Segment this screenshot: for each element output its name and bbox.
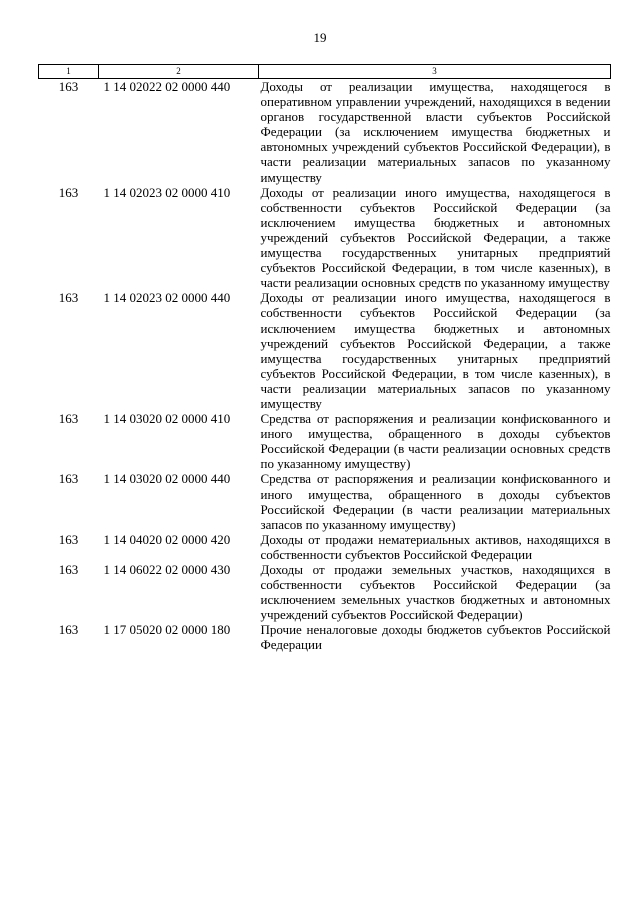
table-row xyxy=(39,471,611,531)
admin-code-cell: 163 xyxy=(58,290,79,306)
table-row xyxy=(39,562,611,622)
admin-code-cell: 163 xyxy=(58,411,79,427)
revenue-code-cell: 1 14 02023 02 0000 410 xyxy=(103,184,231,200)
table-header-row xyxy=(39,65,611,79)
revenue-code-cell: 1 14 02022 02 0000 440 xyxy=(103,79,231,94)
table-row xyxy=(39,79,611,185)
admin-code-cell: 163 xyxy=(58,184,79,200)
revenue-name-cell: Доходы от реализации иного имущества, находящегося в собственности субъектов Российской Федерации (за исключением имущества бюджетных и автономных учреждений субъектов Российской Федерации, а также имущества государственных унитарных предприятий субъектов Российской Федерации, в том числе казенных), в части реализации материальных запасов по указанному имуществу xyxy=(260,290,611,411)
revenue-name-cell: Доходы от продажи земельных участков, находящихся в собственности субъектов Российской Федерации (за исключением земельных участков бюджетных и автономных учреждений субъектов Российской Федерации) xyxy=(260,562,611,623)
page-number: 19 xyxy=(313,30,327,45)
admin-code-cell: 163 xyxy=(58,562,79,577)
revenue-code-cell: 1 14 03020 02 0000 410 xyxy=(103,411,231,427)
admin-code-cell: 163 xyxy=(58,531,79,547)
revenue-name-cell: Доходы от продажи нематериальных активов, находящихся в собственности субъектов Российской Федерации xyxy=(260,531,611,562)
revenue-name-cell: Прочие неналоговые доходы бюджетов субъектов Российской Федерации xyxy=(260,622,611,653)
admin-code-cell: 163 xyxy=(58,471,79,487)
revenue-name-cell: Средства от распоряжения и реализации конфискованного и иного имущества, обращенного в доходы субъектов Российской Федерации (в части реализации материальных запасов по указанному имуществу) xyxy=(260,471,611,532)
table-row xyxy=(39,411,611,471)
revenue-code-cell: 1 14 02023 02 0000 440 xyxy=(103,290,231,306)
admin-code-cell: 163 xyxy=(58,622,79,638)
revenue-name-cell: Средства от распоряжения и реализации конфискованного и иного имущества, обращенного в доходы субъектов Российской Федерации (в части реализации основных средств по указанному имуществу) xyxy=(260,411,611,472)
table-row xyxy=(39,532,611,562)
revenue-name-cell: Доходы от реализации иного имущества, находящегося в собственности субъектов Российской Федерации (за исключением имущества бюджетных и автономных учреждений субъектов Российской Федерации, а также имущества государственных унитарных предприятий субъектов Российской Федерации, в том числе казенных), в части реализации основных средств по указанному имуществу xyxy=(260,184,611,291)
revenue-name-cell: Доходы от реализации имущества, находящегося в оперативном управлении учреждений, находящихся в ведении органов государственной власти субъектов Российской Федерации (за исключением имущества бюджетных и автономных учреждений субъектов Российской Федерации), в части реализации материальных запасов по указанному имуществу xyxy=(260,79,611,185)
admin-code-cell: 163 xyxy=(58,79,79,94)
revenue-code-cell: 1 14 03020 02 0000 440 xyxy=(103,471,231,487)
revenue-code-cell: 1 17 05020 02 0000 180 xyxy=(103,622,231,638)
column-header-2: 2 xyxy=(99,65,259,79)
table-row xyxy=(39,290,611,411)
table-row xyxy=(39,185,611,291)
budget-revenue-table xyxy=(38,64,611,653)
revenue-code-cell: 1 14 06022 02 0000 430 xyxy=(103,562,231,577)
column-header-3: 3 xyxy=(259,65,611,79)
table-row xyxy=(39,622,611,652)
revenue-code-cell: 1 14 04020 02 0000 420 xyxy=(103,531,231,547)
column-header-1: 1 xyxy=(39,65,99,79)
